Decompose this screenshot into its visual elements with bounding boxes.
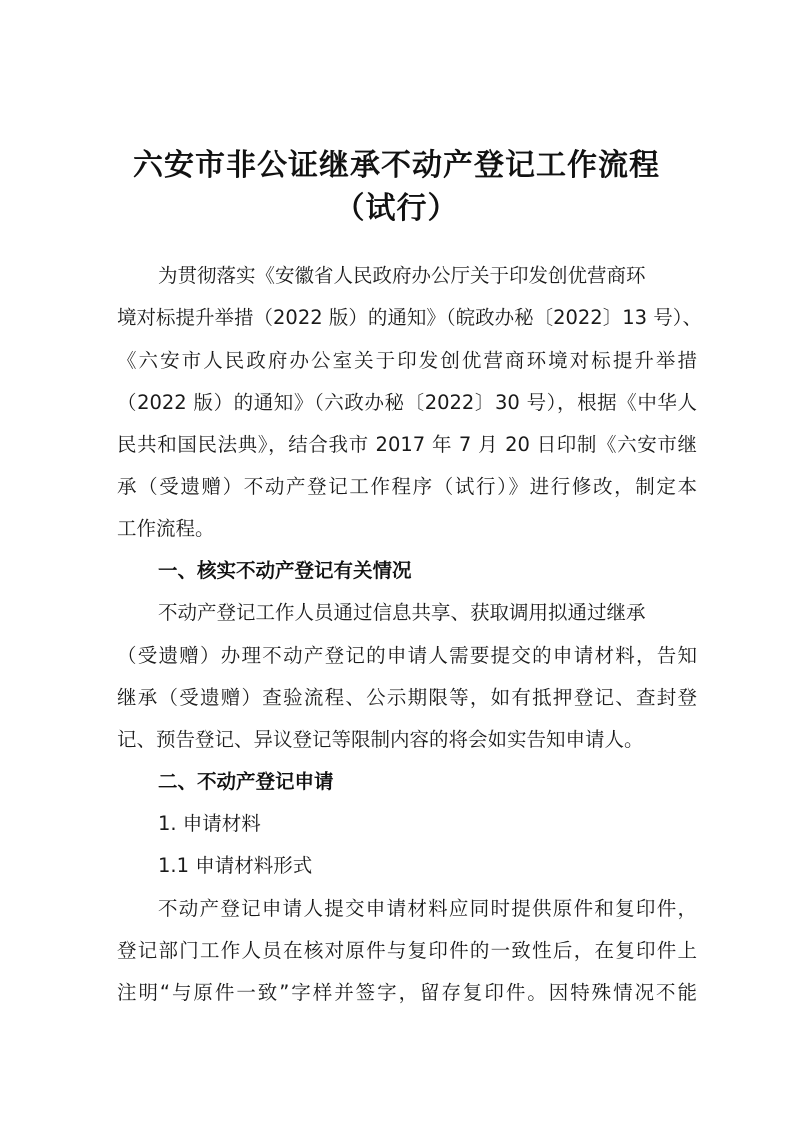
paragraph-line: 继承（受遗赠）查验流程、公示期限等，如有抵押登记、查封登 [117, 686, 697, 709]
paragraph-line: 民共和国民法典》，结合我市 2017 年 7 月 20 日印制《六安市继 [117, 433, 697, 456]
paragraph-line: 登记部门工作人员在核对原件与复印件的一致性后，在复印件上 [117, 939, 697, 962]
section-heading: 二、不动产登记申请 [158, 770, 334, 793]
document-title: 六安市非公证继承不动产登记工作流程 [133, 148, 660, 183]
paragraph-line: 不动产登记工作人员通过信息共享、获取调用拟通过继承 [158, 601, 646, 624]
paragraph-line: （2022 版）的通知》（六政办秘〔2022〕30 号），根据《中华人 [117, 391, 697, 414]
paragraph-line: 承（受遗赠）不动产登记工作程序（试行）》进行修改，制定本 [117, 475, 697, 498]
paragraph-line: 境对标提升举措（2022 版）的通知》（皖政办秘〔2022〕13 号）、 [117, 306, 702, 329]
paragraph-line: 不动产登记申请人提交申请材料应同时提供原件和复印件， [158, 897, 697, 920]
paragraph-line: 为贯彻落实《安徽省人民政府办公厅关于印发创优营商环 [158, 264, 646, 287]
paragraph-line: 工作流程。 [117, 517, 215, 540]
paragraph-line: （受遗赠）办理不动产登记的申请人需要提交的申请材料，告知 [117, 644, 697, 667]
section-heading: 一、核实不动产登记有关情况 [158, 559, 412, 582]
paragraph-line: 记、预告登记、异议登记等限制内容的将会如实告知申请人。 [117, 728, 644, 751]
document-subtitle: （试行） [334, 191, 459, 226]
paragraph-line: 注明“与原件一致”字样并签字，留存复印件。因特殊情况不能 [117, 981, 697, 1004]
subsection-heading: 1. 申请材料 [158, 812, 261, 835]
paragraph-line: 《六安市人民政府办公室关于印发创优营商环境对标提升举措 [117, 349, 697, 372]
subsection-heading: 1.1 申请材料形式 [158, 854, 313, 877]
